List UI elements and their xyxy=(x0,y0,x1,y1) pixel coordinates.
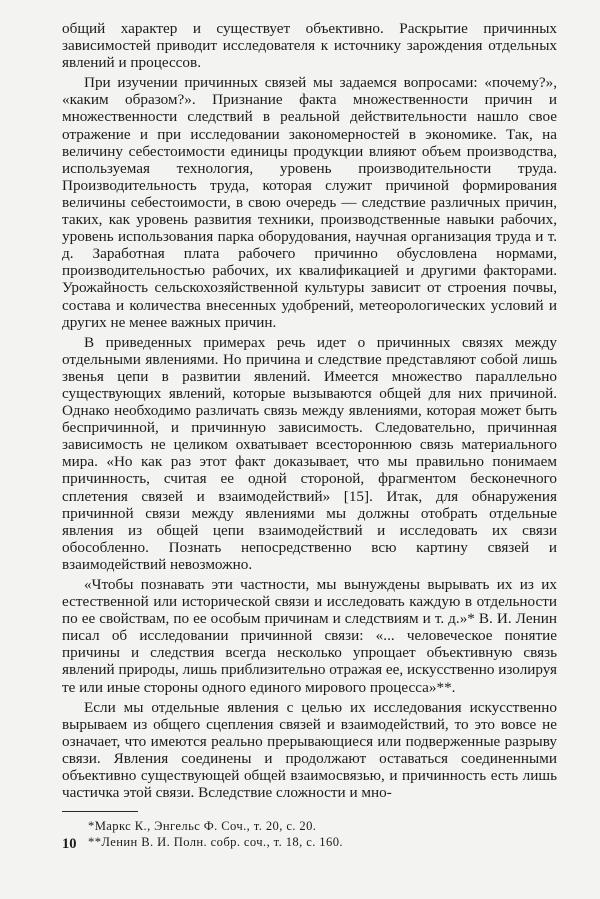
footnote-marx-engels: *Маркс К., Энгельс Ф. Соч., т. 20, с. 20. xyxy=(88,819,317,834)
book-page xyxy=(62,20,557,890)
paragraph-quotation: «Чтобы познавать эти частности, мы вынуждены вырывать их из их естественной или исторической связи и исследовать каждую в отдельности по ее свойствам, по ее особым причинам и следствиям и т. д.»* В. И. Ленин писал об исследовании причинной связи: «... человеческое понятие причины и следствия всегда несколько упрощает объективную связь явлений природы, лишь приблизительно отражая ее, искусственно изолируя те или иные стороны одного единого мирового процесса»**. xyxy=(62,576,557,696)
footnotes xyxy=(62,818,557,850)
paragraph-continuation: общий характер и существует объективно. Раскрытие причинных зависимостей приводит исследователя к источнику зарождения отдельных явлений и процессов. xyxy=(62,20,557,72)
paragraph-isolation: Если мы отдельные явления с целью их исследования искусственно вырываем из общего сцепления связей и взаимодействий, то это вовсе не означает, что имеются реально прерывающиеся или подверженные разрыву связи. Явления соединены и продолжают оставаться соединенными объективно существующей общей взаимосвязью, и причинность есть лишь частичка этой связи. Вследствие сложности и мно- xyxy=(62,698,557,802)
paragraph-examples: В приведенных примерах речь идет о причинных связях между отдельными явлениями. Но причина и следствие представляют собой лишь звенья цепи в развитии явлений. Имеется множество параллельно существующих явлений, которые вызываются общей для них причиной. Однако необходимо различать связь между явлениями, которая может быть беспричинной, и причинную зависимость. Следовательно, причинная зависимость не целиком охватывает всестороннюю связь материального мира. «Но как раз этот факт доказывает, что мы правильно понимаем причинность, считая ее одной стороной, фрагментом бесконечного сплетения связей и взаимодействий» [15]. Итак, для обнаружения причинной связи между явлениями мы должны отобрать отдельные явления из общей цепи взаимодействий и исследовать их связи обособленно. Познать непосредственно всю картину связей и взаимодействий невозможно. xyxy=(62,333,557,573)
page-number: 10 xyxy=(62,836,77,852)
footnote-divider xyxy=(62,811,138,812)
footnote-lenin: **Ленин В. И. Полн. собр. соч., т. 18, с. 160. xyxy=(88,835,343,850)
paragraph-causal-questions: При изучении причинных связей мы задаемся вопросами: «почему?», «каким образом?». Признание факта множественности причин и множественности следствий в реальной действительности нашло свое отражение и при исследовании закономерностей в экономике. Так, на величину себестоимости единицы продукции влияют объем производства, используемая технология, уровень производительности труда. Производительность труда, которая служит причиной формирования величины себестоимости, в свою очередь — следствие различных причин, таких, как уровень развития техники, производственные навыки рабочих, уровень использования парка оборудования, научная организация труда и т. д. Заработная плата рабочего причинно обусловлена нормами, производительностью рабочих, их квалификацией и другими факторами. Урожайность сельскохозяйственной культуры зависит от строения почвы, состава и количества внесенных удобрений, метеорологических условий и других не менее важных причин. xyxy=(62,74,557,331)
